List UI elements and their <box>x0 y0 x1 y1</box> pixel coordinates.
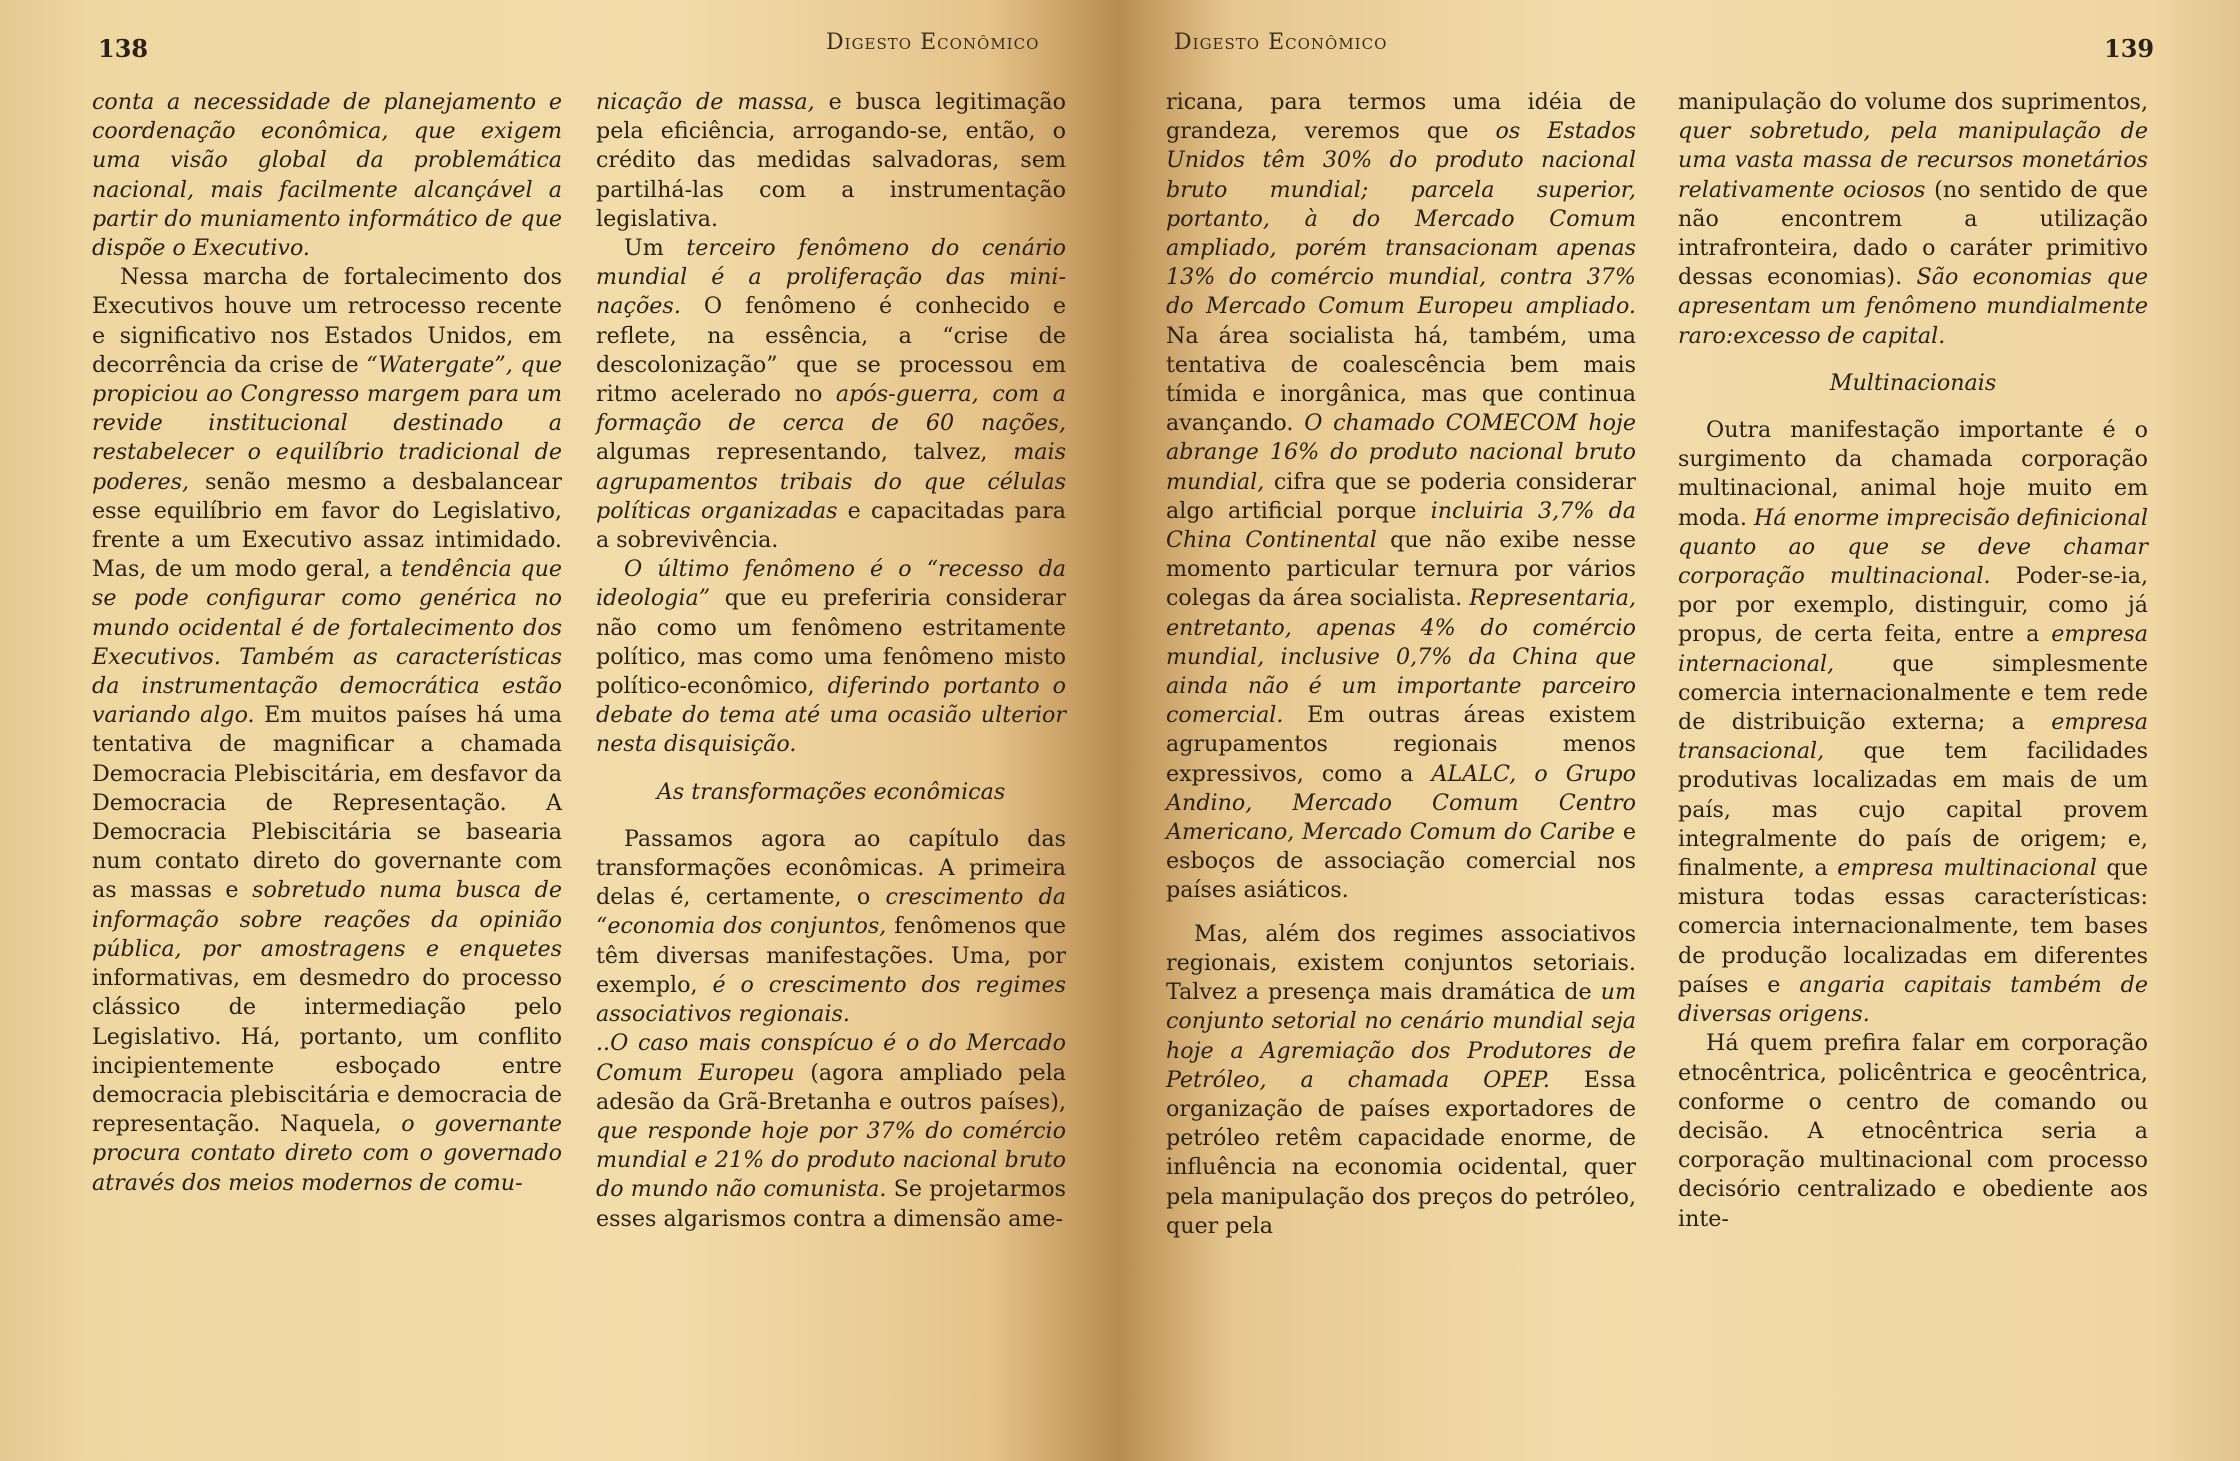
right-page <box>1120 0 2240 1461</box>
italic-text: é o crescimento dos regimes associativos regionais. <box>596 971 1066 1028</box>
body-text: que não exibe nesse momento particular ternura por vários colegas da área socialista. <box>1166 527 1636 612</box>
italic-text: ALALC, o Grupo Andino, Mercado Comum Centro Americano, Mercado Comum do Caribe <box>1166 760 1636 846</box>
running-head: Digesto Econômico <box>826 30 1040 55</box>
paragraph <box>1166 920 1636 1241</box>
body-text: senão mesmo a desbalancear esse equilíbrio em favor do Legislativo, frente a um Executivo assaz intimidado. Mas, de um modo geral, a <box>92 468 562 583</box>
body-text: informativas, em desmedro do processo clássico de intermediação pelo Legislativo. Há, portanto, um conflito incipientemente esboçado entre democracia plebiscitária e democracia de representação. Naquela, <box>92 965 562 1138</box>
body-text: algumas representando, talvez, <box>596 439 1014 466</box>
body-text: (no sentido de que não encontrem a utilização intrafronteira, dado o caráter primitivo dessas economias). <box>1678 176 2149 291</box>
body-text: ricana, para termos uma idéia de grandeza, veremos que <box>1166 89 1636 145</box>
italic-text: empresa internacional, <box>1678 621 2148 677</box>
italic-text: quer sobretudo, pela manipulação de uma vasta massa de recursos monetários relativamente ociosos <box>1678 118 2148 203</box>
italic-text: os Estados Unidos têm 30% do produto nacional bruto mundial; parcela superior, portanto, à do Mercado Comum ampliado, porém transacionam apenas 13% do comércio mundial, contra 37% do Mercado Comum Europeu ampliado. <box>1166 118 1636 320</box>
body-text: que eu preferiria considerar não como um fenômeno estritamente político, mas como uma fenômeno misto político-econômico, <box>596 585 1066 700</box>
body-text: que mistura todas essas características: comercia internacionalmente, tem bases de produção localizadas em diferentes países e <box>1678 855 2148 998</box>
italic-text: que responde hoje por 37% do comércio mundial e 21% do produto nacional bruto do mundo não comunista. <box>596 1117 1066 1203</box>
paragraph <box>596 88 1066 234</box>
paragraph-gap <box>1166 906 1636 920</box>
left-page-column-2 <box>596 88 1066 1234</box>
italic-text: mais agrupamentos tribais do que células políticas organizadas <box>596 439 1066 524</box>
paragraph <box>1678 416 2148 1029</box>
paragraph <box>1678 1029 2148 1233</box>
italic-text: o governante procura contato direto com o governado através dos meios modernos de comu- <box>92 1111 562 1196</box>
italic-text: crescimento da “economia dos conjuntos, <box>596 884 1066 940</box>
body-text: O fenômeno é conhecido e reflete, na essência, a “crise de descolonização” que se processou em ritmo acelerado no <box>596 293 1066 408</box>
body-text: Essa organização de países exportadores de petróleo retêm capacidade enorme, de influência na economia ocidental, quer pela manipulação dos preços do petróleo, quer pela <box>1166 1066 1636 1239</box>
italic-text: “Watergate”, que propiciou ao Congresso margem para um revide institucional destinado a restabelecer o equilíbrio tradicional de poderes, <box>92 351 562 495</box>
body-text: Se projetarmos esses algarismos contra a dimensão ame- <box>596 1176 1066 1232</box>
body-text: Um <box>624 235 687 262</box>
body-text: Poder-se-ia, por por exemplo, distinguir, como já propus, de certa feita, entre a <box>1678 563 2148 648</box>
body-text: Passamos agora ao capítulo das transformações econômicas. A primeira delas é, certamente, o <box>596 825 1066 911</box>
italic-text: tendência que se pode configurar como genérica no mundo ocidental é de fortalecimento dos Executivos. Também as características da instrumentação democrática estão variando algo. <box>92 556 562 729</box>
body-text: Outra manifestação importante é o surgimento da chamada corporação multinacional, animal hoje muito em moda. <box>1678 417 2148 531</box>
italic-text: terceiro fenômeno do cenário mundial é a proliferação das mini-nações. <box>596 235 1066 320</box>
body-text: e esboços de associação comercial nos países asiáticos. <box>1166 819 1637 904</box>
italic-text: O último fenômeno é o “recesso da ideologia” <box>596 556 1066 612</box>
italic-text: São economias que apresentam um fenômeno mundialmente raro:excesso de capital. <box>1678 264 2148 349</box>
italic-text: empresa multinacional <box>1837 855 2097 882</box>
italic-text: conta a necessidade de planejamento e coordenação econômica, que exigem uma visão global da problemática nacional, mais facilmente alcançável a partir do muniamento informático de que dispõe o Executivo. <box>92 89 562 262</box>
italic-text: após-guerra, com a formação de cerca de 60 nações, <box>596 381 1066 437</box>
italic-text: incluiria 3,7% da China Continental <box>1166 497 1636 554</box>
body-text: Em muitos países há uma tentativa de magnificar a chamada Democracia Plebiscitária, em desfavor da Democracia de Representação. A Democracia Plebiscitária se basearia num contato direto do governante com as massas e <box>92 702 562 904</box>
body-text: e capacitadas para a sobrevivência. <box>596 497 1066 554</box>
body-text: Na área socialista há, também, uma tentativa de coalescência bem mais tímida e inorgânica, mas que continua avançando. <box>1166 322 1636 437</box>
paragraph <box>1166 88 1636 906</box>
page-number: 138 <box>98 34 149 63</box>
page-number: 139 <box>2104 34 2155 63</box>
paragraph <box>596 1029 1066 1233</box>
section-heading: As transformações econômicas <box>656 778 1006 805</box>
paragraph <box>596 825 1066 1029</box>
body-text: Mas, além dos regimes associativos regionais, existem conjuntos setoriais. Talvez a presença mais dramática de <box>1166 920 1636 1006</box>
body-text: cifra que se poderia considerar algo artificial porque <box>1166 468 1636 524</box>
italic-text: empresa transacional, <box>1678 709 2148 765</box>
paragraph <box>596 234 1066 555</box>
body-text: que tem facilidades produtivas localizadas em mais de um país, mas cujo capital provem integralmente do país de origem; e, finalmente, a <box>1678 738 2148 882</box>
body-text: que simplesmente comercia internacionalmente e tem rede de distribuição externa; a <box>1678 650 2148 736</box>
italic-text: um conjunto setorial no cenário mundial seja hoje a Agremiação dos Produtores de Petróleo, a chamada OPEP. <box>1166 979 1636 1093</box>
italic-text: Há enorme imprecisão definicional quanto ao que se deve chamar corporação multinacional. <box>1678 504 2148 590</box>
section-heading: Multinacionais <box>1829 369 1997 396</box>
body-text: Em outras áreas existem agrupamentos regionais menos expressivos, como a <box>1166 702 1636 787</box>
body-text: Nessa marcha de fortalecimento dos Executivos houve um retrocesso recente e significativo nos Estados Unidos, em decorrência da crise de <box>92 264 562 378</box>
italic-text: diferindo portanto o debate do tema até uma ocasião ulterior nesta disquisição. <box>596 673 1066 758</box>
left-page-column-1 <box>92 88 562 1198</box>
paragraph <box>1678 88 2148 351</box>
italic-text: sobretudo numa busca de informação sobre reações da opinião pública, por amostragens e enquetes <box>92 877 563 962</box>
italic-text: angaria capitais também de diversas origens. <box>1678 971 2148 1028</box>
italic-text: nicação de massa, <box>596 89 815 115</box>
body-text: (agora ampliado pela adesão da Grã-Bretanha e outros países), <box>596 1059 1066 1115</box>
body-text: manipulação do volume dos suprimentos, <box>1678 89 2148 115</box>
paragraph <box>596 555 1066 759</box>
right-page-column-2 <box>1678 88 2148 1234</box>
paragraph <box>92 263 562 1198</box>
right-page-column-1 <box>1166 88 1636 1241</box>
body-text: Há quem prefira falar em corporação etnocêntrica, policêntrica e geocêntrica, conforme o centro de comando ou decisão. A etnocêntrica seria a corporação multinacional com processo decisório centralizado e obediente aos inte- <box>1678 1030 2148 1232</box>
running-head: Digesto Econômico <box>1174 30 1388 55</box>
italic-text: Representaria, entretanto, apenas 4% do comércio mundial, inclusive 0,7% da China que ainda não é um importante parceiro comercial. <box>1166 585 1636 729</box>
body-text: e busca legitimação pela eficiência, arrogando-se, então, o crédito das medidas salvadoras, sem partilhá-las com a instrumentação legislativa. <box>596 89 1067 232</box>
body-text: fenômenos que têm diversas manifestações. Uma, por exemplo, <box>596 913 1066 998</box>
italic-text: ..O caso mais conspícuo é o do Mercado Comum Europeu <box>596 1030 1066 1086</box>
italic-text: O chamado COMECOM hoje abrange 16% do produto nacional bruto mundial, <box>1166 410 1636 495</box>
paragraph <box>92 88 562 263</box>
